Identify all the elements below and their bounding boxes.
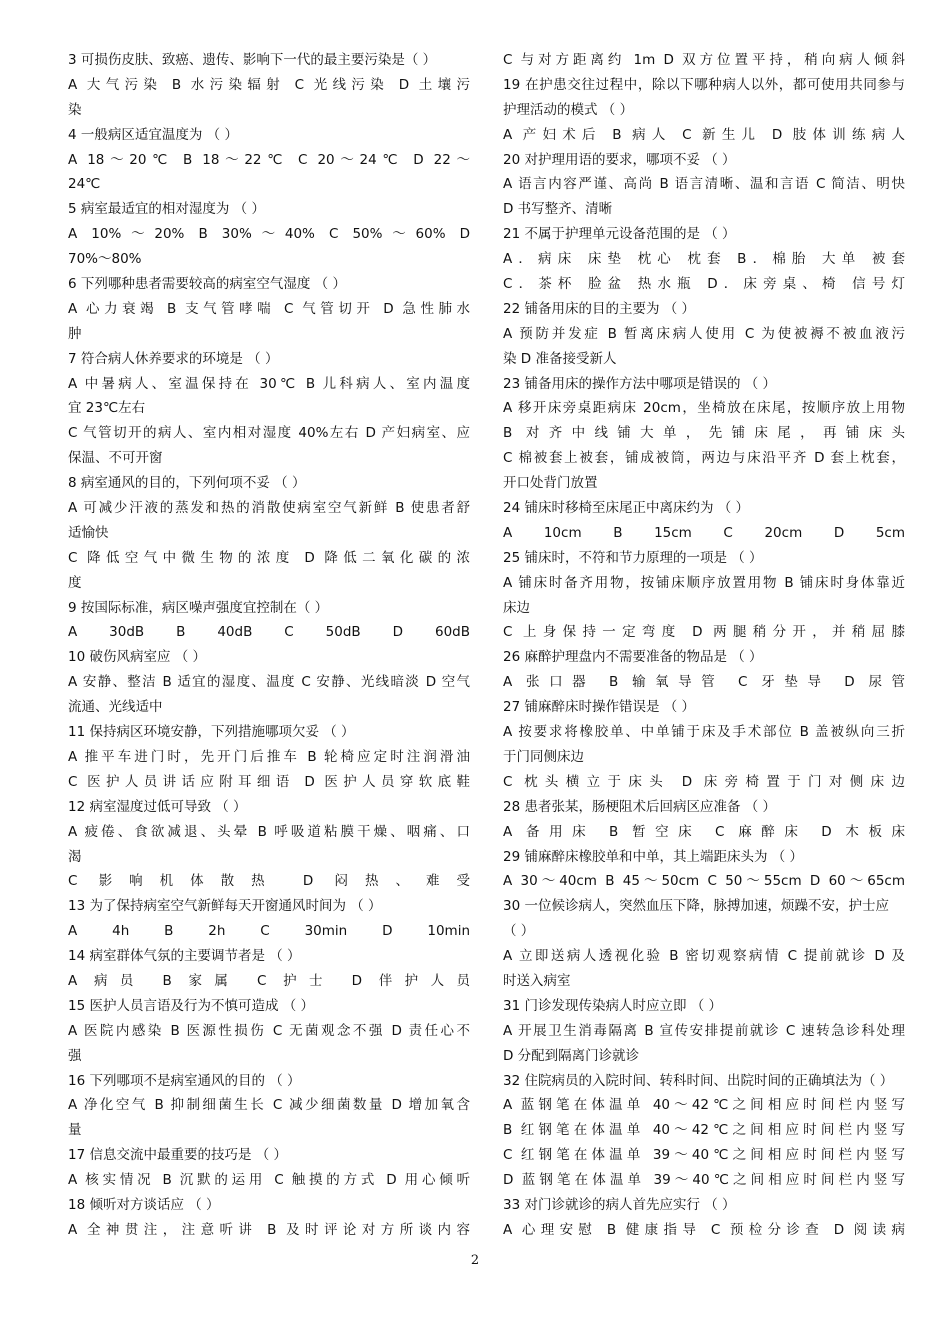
left-text-line: A 医院内感染 B 医源性损伤 C 无菌观念不强 D 责任心不 [68,1022,470,1039]
left-text-line: 70%～80% [68,251,142,268]
left-text-line: A 心力衰竭 B 支气管哮喘 C 气管切开 D 急性肺水 [68,300,470,317]
right-text-line: A 心理安慰 B 健康指导 C 预检分诊查 D 阅读病 [503,1221,905,1238]
right-text-line: 护理活动的模式 （ ） [503,101,634,118]
left-text-line: C 影响机体散热 D 闷热、难受 [68,873,470,890]
right-text-line: 27 铺麻醉床时操作错误是 （ ） [503,699,696,716]
right-text-line: 29 铺麻醉床橡胶单和中单，其上端距床头为 （ ） [503,848,804,865]
left-column [68,48,470,1243]
left-text-line: 11 保持病区环境安静，下列措施哪项欠妥 （ ） [68,724,355,741]
right-text-line: C 与对方距离约 1m D 双方位置平持，稍向病人倾斜 [503,52,905,68]
left-text-line: 17 信息交流中最重要的技巧是 （ ） [68,1147,288,1164]
left-text-line: 量 [68,1122,82,1139]
right-text-line: 32 住院病员的入院时间、转科时间、出院时间的正确填法为（ ） [503,1072,894,1089]
right-text-line: 28 患者张某，肠梗阻术后回病区应准备 （ ） [503,798,777,815]
right-text-line: C．茶杯 脸盆 热水瓶 D．床旁桌、椅 信号灯 [503,276,905,293]
left-text-line: A 安静、整洁 B 适宜的湿度、温度 C 安静、光线暗淡 D 空气 [68,674,470,691]
left-text-line: A 30dB B 40dB C 50dB D 60dB [68,624,470,641]
right-text-line: 21 不属于护理单元设备范围的是 （ ） [503,226,736,243]
right-text-line: D 蓝钢笔在体温单 39～40℃之间相应时间栏内竖写 [503,1172,905,1189]
left-text-line: A 10%～20% B 30%～40% C 50%～60% D [68,226,470,243]
right-text-line: D 分配到隔离门诊就诊 [503,1047,640,1064]
left-text-line: A 疲倦、食欲减退、头晕 B 呼吸道粘膜干燥、咽痛、口 [68,823,470,840]
right-text-line: 30 一位候诊病人，突然血压下降，脉搏加速，烦躁不安，护士应 [503,898,889,915]
right-text-line: B 对齐中线铺大单，先铺床尾，再铺床头 [503,425,905,442]
left-text-line: 13 为了保持病室空气新鲜每天开窗通风时间为 （ ） [68,898,382,915]
left-text-line: 肿 [68,325,82,342]
right-text-line: 23 铺备用床的操作方法中哪项是错误的 （ ） [503,375,777,392]
left-text-line: 15 医护人员言语及行为不慎可造成 （ ） [68,997,315,1014]
right-text-line: 33 对门诊就诊的病人首先应实行 （ ） [503,1196,736,1213]
right-text-line: 19 在护患交往过程中，除以下哪种病人以外，都可使用共同参与 [503,76,905,93]
right-text-line: A 10cm B 15cm C 20cm D 5cm [503,524,905,541]
page-number: 2 [470,1253,480,1268]
right-text-line: 开口处背门放置 [503,475,598,492]
left-text-line: 3 可损伤皮肤、致癌、遗传、影响下一代的最主要污染是（ ） [68,52,437,68]
left-text-line: A 核实情况 B 沉默的运用 C 触摸的方式 D 用心倾听 [68,1172,470,1189]
left-text-line: 16 下列哪项不是病室通风的目的 （ ） [68,1072,301,1089]
left-text-line: 染 [68,101,82,118]
right-text-line: C 枕头横立于床头 D 床旁椅置于门对侧床边 [503,773,905,790]
left-text-line: A 可减少汗液的蒸发和热的消散使病室空气新鲜 B 使患者舒 [68,500,470,517]
left-text-line: 强 [68,1047,82,1064]
left-text-line: 8 病室通风的目的，下列何项不妥 （ ） [68,475,306,492]
left-text-line: 适愉快 [68,524,109,541]
left-text-line: 7 符合病人休养要求的环境是 （ ） [68,350,279,367]
right-column [503,48,905,1243]
right-text-line: A 30～40cm B 45～50cm C 50～55cm D 60～65cm [503,873,905,890]
right-text-line: C 红钢笔在体温单 39～40℃之间相应时间栏内竖写 [503,1147,905,1164]
left-text-line: 度 [68,574,82,591]
left-text-line: C 气管切开的病人、室内相对湿度 40%左右 D 产妇病室、应 [68,425,470,442]
right-text-line: 25 铺床时，不符和节力原理的一项是 （ ） [503,549,763,566]
right-text-line: 24 铺床时移椅至床尾正中离床约为 （ ） [503,500,750,517]
left-text-line: 渴 [68,848,82,865]
left-text-line: A 全神贯注，注意听讲 B 及时评论对方所谈内容 [68,1221,470,1238]
right-text-line: A 语言内容严谨、高尚 B 语言清晰、温和言语 C 简洁、明快 [503,176,905,193]
left-text-line: 流通、光线适中 [68,699,163,716]
right-text-line: A 开展卫生消毒隔离 B 宣传安排提前就诊 C 速转急诊科处理 [503,1022,905,1039]
left-text-line: C 降低空气中微生物的浓度 D 降低二氧化碳的浓 [68,549,470,566]
right-text-line: A 备用床 B 暂空床 C 麻醉床 D 木板床 [503,823,905,840]
right-text-line: A 产妇术后 B 病人 C 新生儿 D 肢体训练病人 [503,126,905,143]
left-text-line: 5 病室最适宜的相对湿度为 （ ） [68,201,265,218]
left-text-line: A 推平车进门时，先开门后推车 B 轮椅应定时注润滑油 [68,748,470,765]
right-text-line: A 移开床旁桌距病床 20cm，坐椅放在床尾，按顺序放上用物 [503,400,905,417]
left-text-line: A 中暑病人、室温保持在 30℃ B 儿科病人、室内温度 [68,375,470,392]
right-text-line: （ ） [503,923,535,940]
left-text-line: 保温、不可开窗 [68,450,163,467]
left-text-line: A 4h B 2h C 30min D 10min [68,923,470,940]
right-text-line: 20 对护理用语的要求，哪项不妥 （ ） [503,151,736,168]
right-text-line: A 立即送病人透视化验 B 密切观察病情 C 提前就诊 D 及 [503,948,905,965]
left-text-line: 14 病室群体气氛的主要调节者是 （ ） [68,948,301,965]
right-text-line: A 按要求将橡胶单、中单铺于床及手术部位 B 盖被纵向三折 [503,724,905,741]
right-text-line: C 上身保持一定弯度 D 两腿稍分开，并稍屈膝 [503,624,905,641]
left-text-line: A 净化空气 B 抑制细菌生长 C 减少细菌数量 D 增加氧含 [68,1097,470,1114]
left-text-line: 9 按国际标准，病区噪声强度宜控制在（ ） [68,599,329,616]
left-text-line: A 18～20℃ B 18～22℃ C 20～24℃ D 22～ [68,151,470,168]
right-text-line: 22 铺备用床的目的主要为 （ ） [503,300,696,317]
left-text-line: 24℃ [68,176,101,193]
right-text-line: D 书写整齐、清晰 [503,201,613,218]
right-text-line: 时送入病室 [503,972,571,989]
left-text-line: 4 一般病区适宜温度为 （ ） [68,126,238,143]
right-text-line: A 铺床时备齐用物，按铺床顺序放置用物 B 铺床时身体靠近 [503,574,905,591]
right-text-line: 于门同侧床边 [503,748,584,765]
right-text-line: B 红钢笔在体温单 40～42℃之间相应时间栏内竖写 [503,1122,905,1139]
left-text-line: 18 倾听对方谈话应 （ ） [68,1196,220,1213]
left-text-line: 宜 23℃左右 [68,400,146,417]
left-text-line: A 大气污染 B 水污染辐射 C 光线污染 D 土壤污 [68,76,470,93]
right-text-line: 31 门诊发现传染病人时应立即 （ ） [503,997,723,1014]
left-text-line: 6 下列哪种患者需要较高的病室空气湿度 （ ） [68,276,346,293]
right-text-line: 染 D 准备接受新人 [503,350,617,367]
left-text-line: A 病员 B 家属 C 护士 D 伴护人员 [68,972,470,989]
right-text-line: A．病床 床垫 枕心 枕套 B．棉胎 大单 被套 [503,251,905,268]
right-text-line: A 蓝钢笔在体温单 40～42℃之间相应时间栏内竖写 [503,1097,905,1114]
right-text-line: 床边 [503,599,530,616]
right-text-line: C 棉被套上被套，铺成被筒，两边与床沿平齐 D 套上枕套， [503,450,905,467]
left-text-line: C 医护人员讲话应附耳细语 D 医护人员穿软底鞋 [68,773,470,790]
left-text-line: 12 病室湿度过低可导致 （ ） [68,798,247,815]
right-text-line: 26 麻醉护理盘内不需要准备的物品是 （ ） [503,649,763,666]
right-text-line: A 预防并发症 B 暂离床病人使用 C 为使被褥不被血液污 [503,325,905,342]
left-text-line: 10 破伤风病室应 （ ） [68,649,207,666]
right-text-line: A 张口器 B 输氧导管 C 牙垫导 D 尿管 [503,674,905,691]
